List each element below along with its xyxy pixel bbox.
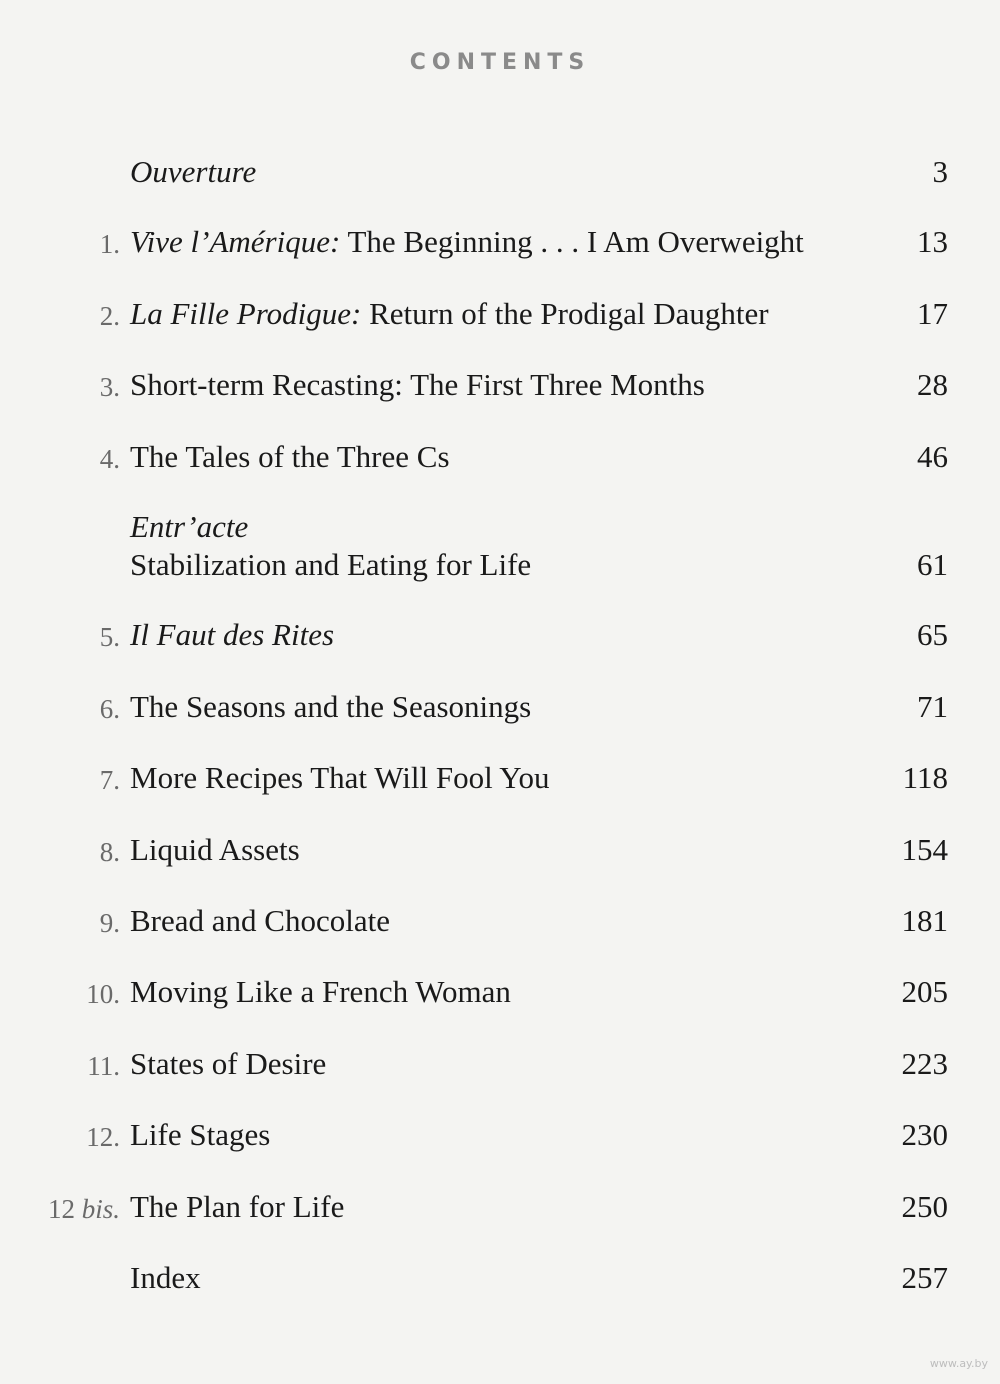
- page-number: 154: [901, 832, 948, 867]
- toc-entry-3[interactable]: [0, 353, 1000, 403]
- chapter-number: 3.: [99, 372, 120, 402]
- page-heading: CONTENTS: [409, 50, 591, 75]
- page-number: 250: [901, 1189, 948, 1224]
- page-number: 28: [917, 367, 948, 402]
- page-number: 223: [901, 1046, 948, 1081]
- chapter-title: Bread and Chocolate: [130, 903, 390, 938]
- page-number: 17: [917, 296, 948, 331]
- page-number: 3: [932, 154, 948, 189]
- chapter-title: The Plan for Life: [130, 1189, 345, 1224]
- section-label: Entr’acte: [130, 509, 249, 544]
- toc-entry-4[interactable]: [0, 425, 1000, 475]
- chapter-title: Ouverture: [130, 154, 257, 189]
- toc-entry-11[interactable]: [0, 1032, 1000, 1082]
- chapter-number: 11.: [87, 1051, 120, 1081]
- chapter-number: 5.: [99, 622, 120, 652]
- toc-entry-6[interactable]: [0, 675, 1000, 725]
- page-number: 257: [901, 1260, 948, 1295]
- chapter-title: Liquid Assets: [130, 832, 300, 867]
- page-number: 205: [901, 974, 948, 1009]
- chapter-number: 9.: [99, 908, 120, 938]
- toc-entry-2[interactable]: [0, 282, 1000, 332]
- page-number: 65: [917, 617, 948, 652]
- chapter-number: 2.: [99, 301, 120, 331]
- page-number: 230: [901, 1117, 948, 1152]
- chapter-title: Short-term Recasting: The First Three Months: [130, 367, 705, 402]
- chapter-title: Vive l’Amérique: The Beginning . . . I Am Overweight: [130, 224, 804, 259]
- chapter-title: Il Faut des Rites: [130, 617, 335, 652]
- toc-entry-10[interactable]: [0, 960, 1000, 1010]
- chapter-title: La Fille Prodigue: Return of the Prodigal Daughter: [130, 296, 769, 331]
- toc-entry-ouverture[interactable]: [0, 140, 1000, 190]
- watermark: www.ay.by: [929, 1357, 988, 1370]
- chapter-title: The Tales of the Three Cs: [130, 439, 450, 474]
- chapter-number: 10.: [86, 979, 120, 1009]
- chapter-title: The Seasons and the Seasonings: [130, 689, 532, 724]
- toc-entry-entracte[interactable]: [0, 493, 1000, 583]
- toc-entry-12[interactable]: [0, 1103, 1000, 1153]
- toc-entry-5[interactable]: [0, 603, 1000, 653]
- chapter-number: 4.: [99, 444, 120, 474]
- chapter-title: Index: [130, 1260, 201, 1295]
- page-number: 181: [901, 903, 948, 938]
- chapter-number: 8.: [99, 837, 120, 867]
- chapter-number: 12.: [86, 1122, 120, 1152]
- chapter-title: Stabilization and Eating for Life: [130, 547, 532, 582]
- toc-entry-8[interactable]: [0, 818, 1000, 868]
- chapter-title: States of Desire: [130, 1046, 327, 1081]
- chapter-title: Life Stages: [130, 1117, 271, 1152]
- chapter-number: 12 bis.: [47, 1194, 120, 1224]
- page-number: 118: [902, 760, 948, 795]
- page-number: 71: [917, 689, 948, 724]
- toc-entry-12-bis[interactable]: [0, 1175, 1000, 1225]
- chapter-number: 6.: [99, 694, 120, 724]
- chapter-number: 7.: [99, 765, 120, 795]
- page-number: 13: [917, 224, 948, 259]
- chapter-number: 1.: [99, 229, 120, 259]
- toc-entry-9[interactable]: [0, 889, 1000, 939]
- chapter-title: More Recipes That Will Fool You: [130, 760, 550, 795]
- toc-entry-1[interactable]: [0, 210, 1000, 260]
- toc-entry-index[interactable]: [0, 1246, 1000, 1296]
- page-number: 61: [917, 547, 948, 582]
- page-number: 46: [917, 439, 948, 474]
- chapter-title: Moving Like a French Woman: [130, 974, 511, 1009]
- toc-entry-7[interactable]: [0, 746, 1000, 796]
